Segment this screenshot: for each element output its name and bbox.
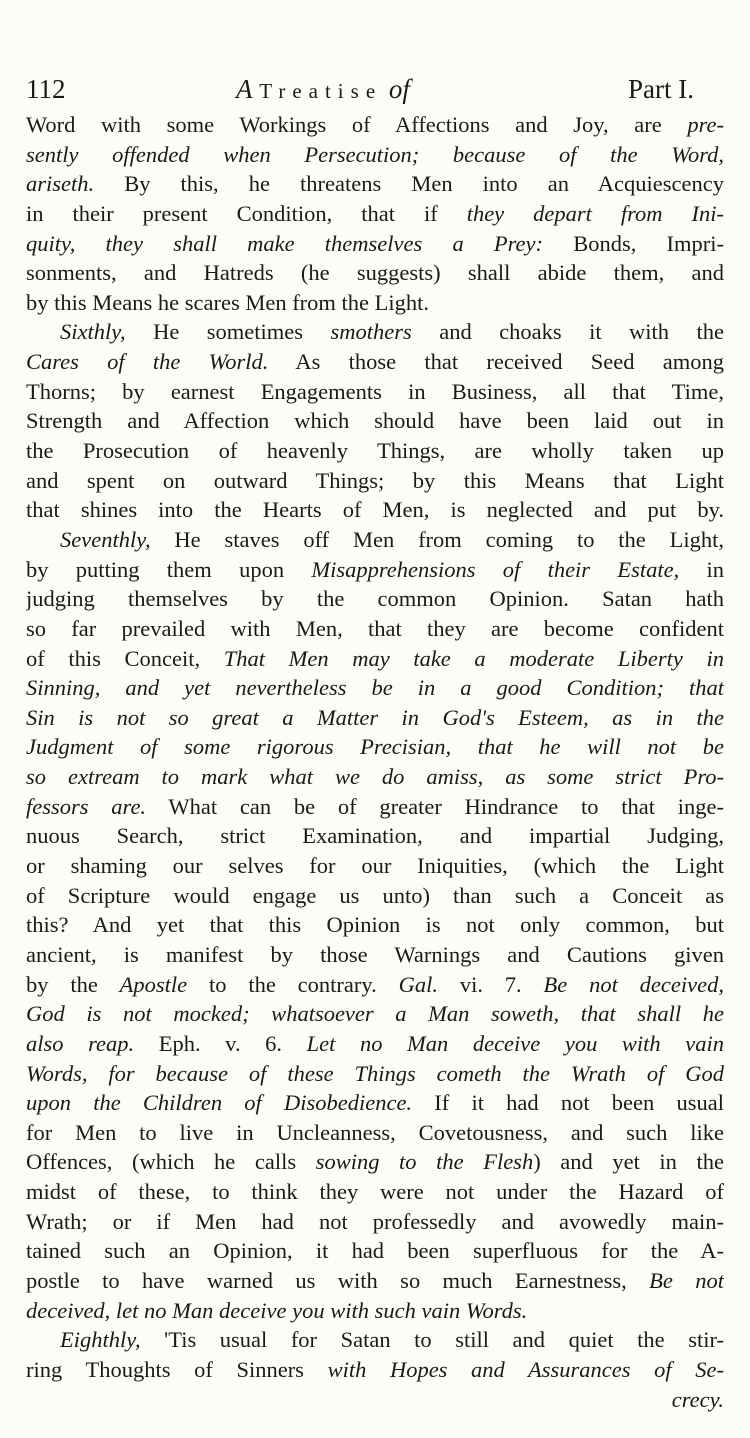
italic-span: Sinning, and yet nevertheless be in a good Condition; that [26, 675, 724, 701]
text-span: midst of these, to think they were not under the Hazard of [26, 1179, 724, 1205]
text-line [26, 1118, 724, 1148]
italic-span: Judgment of some rigorous Precisian, that he will not be [26, 734, 724, 760]
text-line [26, 555, 724, 585]
text-span: He sometimes [125, 319, 331, 345]
text-span: and spent on outward Things; by this Means that Light [26, 467, 724, 493]
text-line [26, 1236, 724, 1266]
italic-span: Be not [649, 1267, 724, 1293]
italic-span: Misapprehensions of their Estate, [311, 556, 680, 582]
text-line [26, 910, 724, 940]
text-line [26, 525, 724, 555]
italic-span: so extream to mark what we do amiss, as some strict Pro- [26, 764, 724, 790]
text-line [26, 1207, 724, 1237]
italic-span: smothers [330, 319, 412, 345]
text-line [26, 851, 724, 881]
italic-span: sowing to the Flesh [315, 1149, 534, 1175]
text-line [26, 288, 724, 318]
running-title-word: Treatise [259, 79, 383, 103]
text-span: By this, he threatens Men into an Acquiescency [94, 171, 724, 197]
running-title-prefix: A [236, 74, 253, 104]
italic-span: Sin is not so great a Matter in God's Esteem, as in the [26, 704, 724, 730]
text-line [26, 1266, 724, 1296]
text-span: and choaks it with the [411, 319, 724, 345]
text-span: He staves off Men from coming to the Light, [150, 526, 724, 552]
italic-span: Let no Man deceive you with vain [306, 1030, 724, 1056]
text-span: for Men to live in Uncleanness, Covetousness, and such like [26, 1119, 724, 1145]
text-span: so far prevailed with Men, that they are become confident [26, 615, 724, 641]
text-span: ancient, is manifest by those Warnings and Cautions given [26, 941, 724, 967]
italic-span: ariseth. [26, 171, 95, 197]
text-line [26, 1385, 724, 1415]
text-line [26, 970, 724, 1000]
text-span: by putting them upon [26, 556, 312, 582]
text-line [26, 317, 724, 347]
italic-span: with Hopes and Assurances of Se- [327, 1356, 724, 1382]
text-line [26, 703, 724, 733]
text-span: by this Means he scares Men from the Light. [26, 289, 430, 315]
italic-span: sently offended when Persecution; because of the Word, [26, 141, 724, 167]
text-line [26, 169, 724, 199]
text-line [26, 999, 724, 1029]
italic-span: Words, for because of these Things cometh the Wrath of God [26, 1060, 724, 1086]
italic-span: Cares of the World. [26, 349, 269, 375]
text-span: Eph. v. 6. [134, 1030, 307, 1056]
italic-span: Apostle [119, 971, 188, 997]
text-line [26, 762, 724, 792]
text-span: What can be of greater Hindrance to that inge- [146, 793, 724, 819]
text-line [26, 229, 724, 259]
italic-span: quity, they shall make themselves a Prey: [26, 230, 544, 256]
text-line [26, 1088, 724, 1118]
text-span: 'Tis usual for Satan to still and quiet the stir- [140, 1327, 724, 1353]
text-span: ) and yet in the [533, 1149, 724, 1175]
text-span: by the [26, 971, 120, 997]
text-span: of this Conceit, [26, 645, 224, 671]
running-title-suffix: of [388, 74, 410, 104]
text-span: vi. 7. [438, 971, 544, 997]
text-span: or shaming our selves for our Iniquities, (which the Light [26, 853, 724, 879]
text-span: Strength and Affection which should have been laid out in [26, 408, 724, 434]
italic-span: That Men may take a moderate Liberty in [223, 645, 724, 671]
text-line [26, 110, 724, 140]
text-line [26, 436, 724, 466]
italic-span: also reap. [26, 1030, 135, 1056]
text-span: sonments, and Hatreds (he suggests) shall abide them, and [26, 260, 724, 286]
running-header [0, 74, 750, 114]
text-span: the Prosecution of heavenly Things, are wholly taken up [26, 438, 724, 464]
text-span: postle to have warned us with so much Earnestness, [26, 1267, 650, 1293]
text-span: of Scripture would engage us unto) than such a Conceit as [26, 882, 724, 908]
text-span: in their present Condition, that if [26, 200, 467, 226]
running-title [236, 74, 410, 105]
italic-span: crecy. [671, 1386, 724, 1412]
italic-span: pre- [687, 112, 724, 137]
text-line [26, 377, 724, 407]
text-line [26, 1059, 724, 1089]
italic-span: Seventhly, [60, 526, 151, 552]
text-span: ring Thoughts of Sinners [26, 1356, 328, 1382]
text-line [26, 406, 724, 436]
text-line [26, 792, 724, 822]
text-line [26, 940, 724, 970]
text-span: Wrath; or if Men had not professedly and avowedly main- [26, 1208, 724, 1234]
text-line [26, 258, 724, 288]
italic-span: Eighthly, [60, 1327, 141, 1353]
text-span: this? And yet that this Opinion is not only common, but [26, 912, 724, 938]
text-span: Thorns; by earnest Engagements in Business, all that Time, [26, 378, 724, 404]
text-span: in [679, 556, 724, 582]
part-label: Part I. [628, 74, 694, 104]
text-line [26, 614, 724, 644]
text-span: to the contrary. [187, 971, 399, 997]
text-line [26, 821, 724, 851]
text-line [26, 199, 724, 229]
text-line [26, 1147, 724, 1177]
text-line [26, 584, 724, 614]
text-line [26, 644, 724, 674]
italic-span: Be not deceived, [543, 971, 724, 997]
text-line [26, 140, 724, 170]
text-span: Word with some Workings of Affections and Joy, are [26, 112, 688, 137]
text-line [26, 466, 724, 496]
text-line [26, 881, 724, 911]
text-span: Bonds, Impri- [543, 230, 724, 256]
text-line [26, 495, 724, 525]
text-line [26, 1029, 724, 1059]
body-text [26, 110, 724, 1414]
italic-span: upon the Children of Disobedience. [26, 1090, 413, 1116]
italic-span: God is not mocked; whatsoever a Man soweth, that shall he [26, 1001, 724, 1027]
text-line [26, 1296, 724, 1326]
italic-span: fessors are. [26, 793, 147, 819]
text-span: Offences, (which he calls [26, 1149, 316, 1175]
text-line [26, 1325, 724, 1355]
page-number: 112 [26, 74, 66, 104]
text-span: If it had not been usual [412, 1090, 724, 1116]
text-line [26, 1355, 724, 1385]
text-span: nuous Search, strict Examination, and impartial Judging, [26, 823, 724, 849]
text-span: judging themselves by the common Opinion. Satan hath [26, 586, 724, 612]
italic-span: Gal. [398, 971, 439, 997]
text-span: tained such an Opinion, it had been superfluous for the A- [26, 1238, 724, 1264]
text-line [26, 347, 724, 377]
text-line [26, 732, 724, 762]
text-line [26, 1177, 724, 1207]
italic-span: they depart from Ini- [466, 200, 724, 226]
italic-span: deceived, let no Man deceive you with such vain Words. [26, 1297, 528, 1323]
italic-span: Sixthly, [60, 319, 126, 345]
text-span: As those that received Seed among [268, 349, 724, 375]
text-line [26, 673, 724, 703]
text-span: that shines into the Hearts of Men, is neglected and put by. [26, 497, 724, 523]
